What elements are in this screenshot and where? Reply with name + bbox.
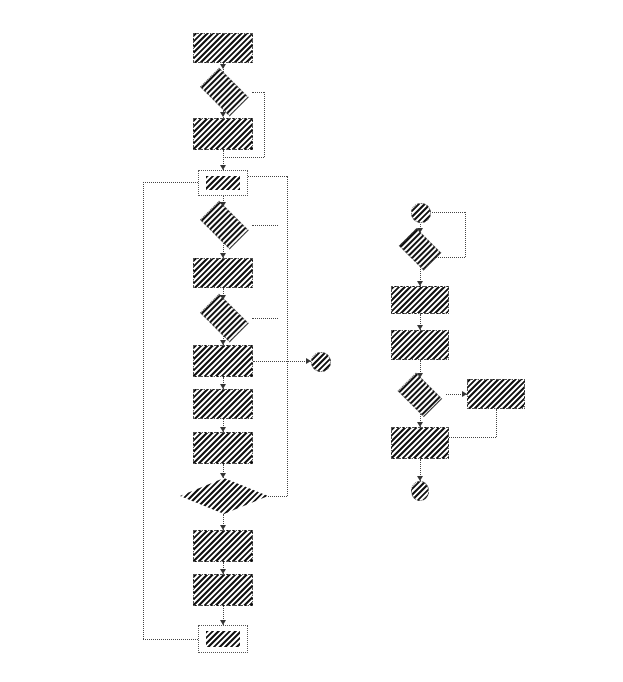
- terminator-node-l15[interactable]: [311, 352, 331, 372]
- arrowhead-r2-r3: [417, 281, 423, 286]
- decision-node-r5[interactable]: [395, 378, 445, 412]
- decision-node-l11[interactable]: [180, 478, 268, 514]
- connector-node-l4-fill: [206, 176, 241, 190]
- process-node-l9[interactable]: [193, 389, 253, 419]
- arrowhead-l7-l8: [220, 340, 226, 345]
- arrowhead-l8-l9: [220, 384, 226, 389]
- process-node-l8[interactable]: [193, 345, 253, 377]
- process-node-r3[interactable]: [391, 286, 449, 314]
- connector-node-l4[interactable]: [198, 170, 248, 196]
- connector-r1-loop-h: [429, 212, 465, 213]
- decision-node-l2[interactable]: [196, 74, 252, 110]
- arrowhead-l11-l12: [220, 525, 226, 530]
- loop-rail-left-v: [143, 182, 144, 639]
- loop-rail-left-bottom-h: [143, 639, 198, 640]
- arrowhead-r1-r2: [417, 228, 423, 233]
- connector-r6-join-r7: [449, 437, 496, 438]
- connector-l2-branch-join: [223, 157, 264, 158]
- arrowhead-l3-l4: [220, 165, 226, 170]
- arrowhead-r5-r7: [417, 422, 423, 427]
- diamond-shape-r5: [398, 373, 443, 418]
- connector-l2-branch-h: [252, 92, 264, 93]
- arrowhead-l1-l2: [220, 64, 226, 69]
- arrowhead-r3-r4: [417, 325, 423, 330]
- process-node-l1[interactable]: [193, 33, 253, 63]
- loop-rail-bottom-h: [268, 496, 287, 497]
- diamond-shape-l5: [200, 201, 249, 250]
- connector-node-l14[interactable]: [198, 625, 248, 653]
- diamond-shape-l2: [200, 68, 249, 117]
- process-node-l12[interactable]: [193, 530, 253, 562]
- decision-node-l7[interactable]: [196, 300, 252, 336]
- diamond-shape-l7: [200, 294, 249, 343]
- process-node-l6[interactable]: [193, 258, 253, 288]
- arrowhead-l5-l6: [220, 253, 226, 258]
- decision-node-r2[interactable]: [397, 233, 443, 265]
- process-node-r6[interactable]: [467, 379, 525, 409]
- arrowhead-l4-l5: [220, 202, 226, 207]
- arrowhead-l9-l10: [220, 427, 226, 432]
- connector-l7-branch: [252, 318, 278, 319]
- process-node-l10[interactable]: [193, 432, 253, 464]
- loop-rail-right-v: [287, 176, 288, 496]
- decision-node-l5[interactable]: [196, 207, 252, 243]
- process-node-l13[interactable]: [193, 574, 253, 606]
- connector-node-l14-fill: [206, 631, 241, 647]
- loop-rail-left-top-h: [143, 182, 198, 183]
- arrowhead-l2-l3: [220, 112, 226, 117]
- arrowhead-l10-l11: [220, 473, 226, 478]
- process-node-r4[interactable]: [391, 330, 449, 360]
- connector-r6-down: [496, 409, 497, 437]
- arrowhead-l6-l7: [220, 295, 226, 300]
- arrowhead-l8-l15: [306, 358, 311, 364]
- connector-l8-l15: [253, 361, 311, 362]
- diamond-shape-l11-fill: [180, 478, 268, 514]
- connector-l2-branch-v: [264, 92, 265, 157]
- arrowhead-r4-r5: [417, 373, 423, 378]
- process-node-r7[interactable]: [391, 427, 449, 459]
- arrowhead-r7-r8: [417, 476, 423, 481]
- connector-l5-branch: [252, 225, 278, 226]
- arrowhead-l13-l14: [220, 620, 226, 625]
- terminator-node-r8[interactable]: [411, 481, 429, 501]
- arrowhead-l12-l13: [220, 569, 226, 574]
- arrowhead-r5-r6: [462, 391, 467, 397]
- terminator-node-r1[interactable]: [411, 203, 431, 223]
- loop-rail-top-h: [248, 176, 287, 177]
- connector-r1-loop-v: [465, 212, 466, 257]
- diamond-shape-r2: [399, 228, 441, 270]
- process-node-l3[interactable]: [193, 118, 253, 150]
